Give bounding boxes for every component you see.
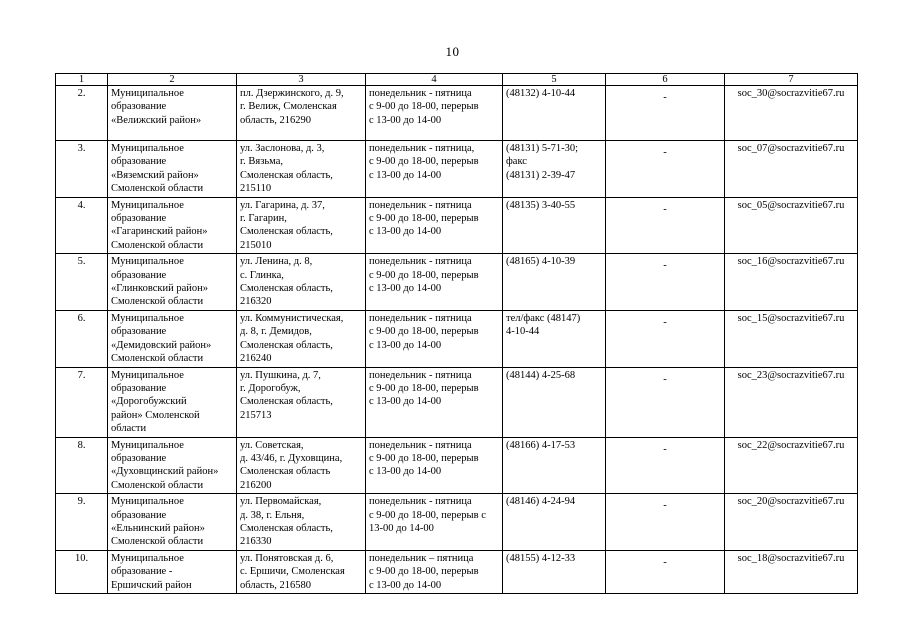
col6-cell bbox=[606, 437, 725, 494]
address-line: ул. Ленина, д. 8, bbox=[240, 256, 313, 268]
address-cell bbox=[237, 197, 366, 254]
table-row bbox=[56, 254, 858, 311]
address-line: ул. Первомайская, bbox=[240, 496, 322, 508]
row-number: 4. bbox=[77, 199, 86, 211]
phone-line: (48165) 4-10-39 bbox=[506, 256, 576, 268]
schedule-cell bbox=[366, 141, 503, 198]
email-address: soc_23@socrazvitie67.ru bbox=[737, 369, 845, 381]
address-line: г. Велиж, Смоленская bbox=[240, 101, 337, 113]
address-line: ул. Коммунистическая, bbox=[240, 312, 344, 324]
organization-name-line: «Глинковский район» bbox=[111, 283, 208, 295]
phone-cell bbox=[503, 550, 606, 593]
address-cell bbox=[237, 494, 366, 551]
schedule-line: понедельник - пятница bbox=[369, 256, 472, 268]
row-number-cell bbox=[56, 494, 108, 551]
phone-line: 4-10-44 bbox=[506, 326, 540, 338]
schedule-line: с 9-00 до 18-00, перерыв bbox=[369, 326, 479, 338]
email-address: soc_20@socrazvitie67.ru bbox=[737, 496, 845, 508]
row-number-cell bbox=[56, 437, 108, 494]
address-line: Смоленская область, bbox=[240, 522, 333, 534]
schedule-line: с 13-00 до 14-00 bbox=[369, 396, 442, 408]
row-number: 5. bbox=[77, 256, 86, 268]
address-line: область, 216290 bbox=[240, 114, 312, 126]
schedule-line: с 9-00 до 18-00, перерыв bbox=[369, 566, 479, 578]
col6-cell bbox=[606, 141, 725, 198]
phone-cell bbox=[503, 141, 606, 198]
schedule-cell bbox=[366, 86, 503, 141]
organization-name-line: Муниципальное bbox=[111, 143, 184, 154]
schedule-cell bbox=[366, 254, 503, 311]
organization-name-line: Муниципальное bbox=[111, 88, 184, 99]
phone-cell bbox=[503, 437, 606, 494]
email-address: soc_07@socrazvitie67.ru bbox=[737, 143, 845, 154]
organization-name-line: «Дорогобужский bbox=[111, 396, 187, 408]
organization-name-cell bbox=[108, 494, 237, 551]
schedule-line: с 13-00 до 14-00 bbox=[369, 169, 442, 181]
table-row bbox=[56, 197, 858, 254]
address-line: д. 8, г. Демидов, bbox=[240, 326, 312, 338]
col6-value: - bbox=[663, 92, 667, 103]
phone-line: (48132) 4-10-44 bbox=[506, 88, 576, 99]
email-cell bbox=[725, 367, 858, 437]
address-line: Смоленская область, bbox=[240, 226, 333, 238]
address-line: ул. Советская, bbox=[240, 439, 304, 451]
organization-name-cell bbox=[108, 254, 237, 311]
phone-line: (48131) 5-71-30; bbox=[506, 143, 579, 154]
email-cell bbox=[725, 494, 858, 551]
row-number: 7. bbox=[77, 369, 86, 381]
row-number: 10. bbox=[74, 552, 89, 564]
header-col-3: 3 bbox=[237, 74, 366, 86]
phone-line: факс bbox=[506, 156, 527, 168]
organization-name-line: Ершичский район bbox=[111, 579, 192, 591]
col6-cell bbox=[606, 550, 725, 593]
phone-line: (48155) 4-12-33 bbox=[506, 552, 576, 564]
col6-value: - bbox=[663, 316, 667, 328]
email-address: soc_15@socrazvitie67.ru bbox=[737, 312, 845, 324]
address-cell bbox=[237, 310, 366, 367]
row-number-cell bbox=[56, 550, 108, 593]
organization-name-line: Муниципальное bbox=[111, 256, 184, 268]
organization-name-line: образование bbox=[111, 156, 167, 168]
col6-value: - bbox=[663, 147, 667, 158]
organization-name-line: Муниципальное bbox=[111, 496, 184, 508]
schedule-line: с 9-00 до 18-00, перерыв bbox=[369, 269, 479, 281]
organization-name-line: Смоленской области bbox=[111, 536, 204, 548]
email-cell bbox=[725, 141, 858, 198]
row-number: 2. bbox=[77, 88, 86, 99]
schedule-line: понедельник - пятница bbox=[369, 199, 472, 211]
row-number-cell bbox=[56, 197, 108, 254]
address-cell bbox=[237, 437, 366, 494]
col6-value: - bbox=[663, 260, 667, 272]
address-line: г. Вязьма, bbox=[240, 156, 283, 168]
email-address: soc_18@socrazvitie67.ru bbox=[737, 552, 845, 564]
organization-name-line: «Духовщинский район» bbox=[111, 466, 219, 478]
email-cell bbox=[725, 437, 858, 494]
organization-name-line: Муниципальное bbox=[111, 552, 184, 564]
address-line: 216200 bbox=[240, 479, 272, 491]
schedule-cell bbox=[366, 197, 503, 254]
phone-cell bbox=[503, 86, 606, 141]
organization-name-line: район» Смоленской bbox=[111, 409, 200, 421]
row-number: 8. bbox=[77, 439, 86, 451]
organization-name-line: Смоленской области bbox=[111, 479, 204, 491]
organization-name-line: области bbox=[111, 423, 147, 435]
address-line: ул. Заслонова, д. 3, bbox=[240, 143, 325, 154]
address-line: ул. Понятовская д. 6, bbox=[240, 552, 334, 564]
address-line: д. 38, г. Ельня, bbox=[240, 509, 305, 521]
address-line: 216240 bbox=[240, 353, 272, 365]
organization-name-cell bbox=[108, 86, 237, 141]
organization-name-line: образование bbox=[111, 452, 167, 464]
address-line: Смоленская область bbox=[240, 466, 331, 478]
phone-line: (48144) 4-25-68 bbox=[506, 369, 576, 381]
schedule-line: с 9-00 до 18-00, перерыв bbox=[369, 156, 479, 168]
schedule-line: понедельник – пятница bbox=[369, 552, 474, 564]
organization-name-line: образование bbox=[111, 213, 167, 225]
organization-name-line: «Гагаринский район» bbox=[111, 226, 208, 238]
col6-value: - bbox=[663, 500, 667, 512]
schedule-line: с 9-00 до 18-00, перерыв bbox=[369, 101, 479, 113]
address-line: 216320 bbox=[240, 296, 272, 308]
schedule-cell bbox=[366, 550, 503, 593]
schedule-line: с 13-00 до 14-00 bbox=[369, 466, 442, 478]
col6-cell bbox=[606, 494, 725, 551]
schedule-line: понедельник - пятница, bbox=[369, 143, 475, 154]
address-line: Смоленская область, bbox=[240, 396, 333, 408]
schedule-line: с 13-00 до 14-00 bbox=[369, 226, 442, 238]
organization-name-line: «Велижский район» bbox=[111, 114, 202, 126]
schedule-line: с 9-00 до 18-00, перерыв с bbox=[369, 509, 486, 521]
col6-cell bbox=[606, 367, 725, 437]
organization-name-cell bbox=[108, 550, 237, 593]
organization-name-line: «Вяземский район» bbox=[111, 169, 199, 181]
schedule-line: понедельник - пятница bbox=[369, 88, 472, 99]
schedule-line: 13-00 до 14-00 bbox=[369, 522, 434, 534]
schedule-line: с 9-00 до 18-00, перерыв bbox=[369, 213, 479, 225]
header-col-7: 7 bbox=[725, 74, 858, 86]
phone-cell bbox=[503, 310, 606, 367]
address-line: ул. Гагарина, д. 37, bbox=[240, 199, 325, 211]
organization-name-line: образование bbox=[111, 509, 167, 521]
address-line: Смоленская область, bbox=[240, 339, 333, 351]
address-line: д. 43/46, г. Духовщина, bbox=[240, 452, 343, 464]
schedule-cell bbox=[366, 367, 503, 437]
address-line: ул. Пушкина, д. 7, bbox=[240, 369, 321, 381]
schedule-line: понедельник - пятница bbox=[369, 439, 472, 451]
phone-line: (48146) 4-24-94 bbox=[506, 496, 576, 508]
organization-name-cell bbox=[108, 141, 237, 198]
address-line: с. Ершичи, Смоленская bbox=[240, 566, 345, 578]
address-line: с. Глинка, bbox=[240, 269, 284, 281]
col6-cell bbox=[606, 310, 725, 367]
col6-value: - bbox=[663, 203, 667, 215]
organization-name-cell bbox=[108, 367, 237, 437]
table-row bbox=[56, 141, 858, 198]
table-row bbox=[56, 310, 858, 367]
email-cell bbox=[725, 86, 858, 141]
schedule-line: с 9-00 до 18-00, перерыв bbox=[369, 382, 479, 394]
address-line: Смоленская область, bbox=[240, 169, 333, 181]
header-col-5: 5 bbox=[503, 74, 606, 86]
email-cell bbox=[725, 254, 858, 311]
address-cell bbox=[237, 254, 366, 311]
email-address: soc_30@socrazvitie67.ru bbox=[737, 88, 845, 99]
row-number-cell bbox=[56, 86, 108, 141]
address-cell bbox=[237, 550, 366, 593]
row-number: 6. bbox=[77, 312, 86, 324]
organization-name-line: образование - bbox=[111, 566, 173, 578]
page-number: 10 bbox=[445, 44, 460, 59]
organization-name-line: «Демидовский район» bbox=[111, 339, 212, 351]
table-row bbox=[56, 494, 858, 551]
col6-cell bbox=[606, 86, 725, 141]
table-row bbox=[56, 367, 858, 437]
phone-line: (48135) 3-40-55 bbox=[506, 199, 576, 211]
email-cell bbox=[725, 310, 858, 367]
phone-cell bbox=[503, 494, 606, 551]
organization-name-line: образование bbox=[111, 382, 167, 394]
col6-value: - bbox=[663, 443, 667, 455]
schedule-line: понедельник - пятница bbox=[369, 369, 472, 381]
schedule-cell bbox=[366, 310, 503, 367]
schedule-line: с 13-00 до 14-00 bbox=[369, 283, 442, 295]
schedule-line: с 9-00 до 18-00, перерыв bbox=[369, 452, 479, 464]
schedule-line: с 13-00 до 14-00 bbox=[369, 579, 442, 591]
header-col-2: 2 bbox=[108, 74, 237, 86]
organization-name-line: Муниципальное bbox=[111, 369, 184, 381]
address-line: г. Гагарин, bbox=[240, 213, 287, 225]
table-header bbox=[56, 74, 858, 86]
email-cell bbox=[725, 197, 858, 254]
header-row bbox=[56, 74, 858, 86]
address-cell bbox=[237, 86, 366, 141]
address-line: г. Дорогобуж, bbox=[240, 382, 301, 394]
phone-line: (48166) 4-17-53 bbox=[506, 439, 576, 451]
organization-name-line: Смоленской области bbox=[111, 296, 204, 308]
schedule-line: понедельник - пятница bbox=[369, 312, 472, 324]
organization-name-line: образование bbox=[111, 269, 167, 281]
table-body bbox=[56, 86, 858, 594]
organization-name-line: Смоленской области bbox=[111, 183, 204, 195]
col6-cell bbox=[606, 197, 725, 254]
row-number: 9. bbox=[77, 496, 86, 508]
phone-cell bbox=[503, 254, 606, 311]
organization-name-cell bbox=[108, 197, 237, 254]
address-line: 215110 bbox=[240, 183, 272, 195]
organization-name-line: образование bbox=[111, 326, 167, 338]
organization-name-line: Муниципальное bbox=[111, 312, 184, 324]
col6-value: - bbox=[663, 373, 667, 385]
header-col-1: 1 bbox=[56, 74, 108, 86]
schedule-line: понедельник - пятница bbox=[369, 496, 472, 508]
table-row bbox=[56, 550, 858, 593]
organization-name-cell bbox=[108, 310, 237, 367]
row-number-cell bbox=[56, 367, 108, 437]
phone-cell bbox=[503, 197, 606, 254]
row-number: 3. bbox=[77, 143, 86, 154]
email-address: soc_05@socrazvitie67.ru bbox=[737, 199, 845, 211]
email-address: soc_22@socrazvitie67.ru bbox=[737, 439, 845, 451]
organization-name-line: Муниципальное bbox=[111, 439, 184, 451]
email-cell bbox=[725, 550, 858, 593]
organization-name-line: «Ельнинский район» bbox=[111, 522, 205, 534]
phone-line: (48131) 2-39-47 bbox=[506, 169, 576, 181]
address-line: 216330 bbox=[240, 536, 272, 548]
address-cell bbox=[237, 367, 366, 437]
table-row bbox=[56, 86, 858, 141]
schedule-cell bbox=[366, 437, 503, 494]
address-line: 215010 bbox=[240, 239, 272, 251]
row-number-cell bbox=[56, 310, 108, 367]
phone-line: тел/факс (48147) bbox=[506, 312, 581, 324]
organization-name-line: Смоленской области bbox=[111, 353, 204, 365]
address-line: 215713 bbox=[240, 409, 272, 421]
organization-name-line: Смоленской области bbox=[111, 239, 204, 251]
address-cell bbox=[237, 141, 366, 198]
address-line: область, 216580 bbox=[240, 579, 312, 591]
phone-cell bbox=[503, 367, 606, 437]
institutions-table bbox=[55, 73, 858, 594]
col6-cell bbox=[606, 254, 725, 311]
organization-name-line: образование bbox=[111, 101, 167, 113]
row-number-cell bbox=[56, 254, 108, 311]
header-col-4: 4 bbox=[366, 74, 503, 86]
address-line: пл. Дзержинского, д. 9, bbox=[240, 88, 344, 99]
row-number-cell bbox=[56, 141, 108, 198]
address-line: Смоленская область, bbox=[240, 283, 333, 295]
organization-name-cell bbox=[108, 437, 237, 494]
organization-name-line: Муниципальное bbox=[111, 199, 184, 211]
schedule-line: с 13-00 до 14-00 bbox=[369, 339, 442, 351]
col6-value: - bbox=[663, 556, 667, 568]
table-row bbox=[56, 437, 858, 494]
email-address: soc_16@socrazvitie67.ru bbox=[737, 256, 845, 268]
schedule-cell bbox=[366, 494, 503, 551]
schedule-line: с 13-00 до 14-00 bbox=[369, 114, 442, 126]
header-col-6: 6 bbox=[606, 74, 725, 86]
